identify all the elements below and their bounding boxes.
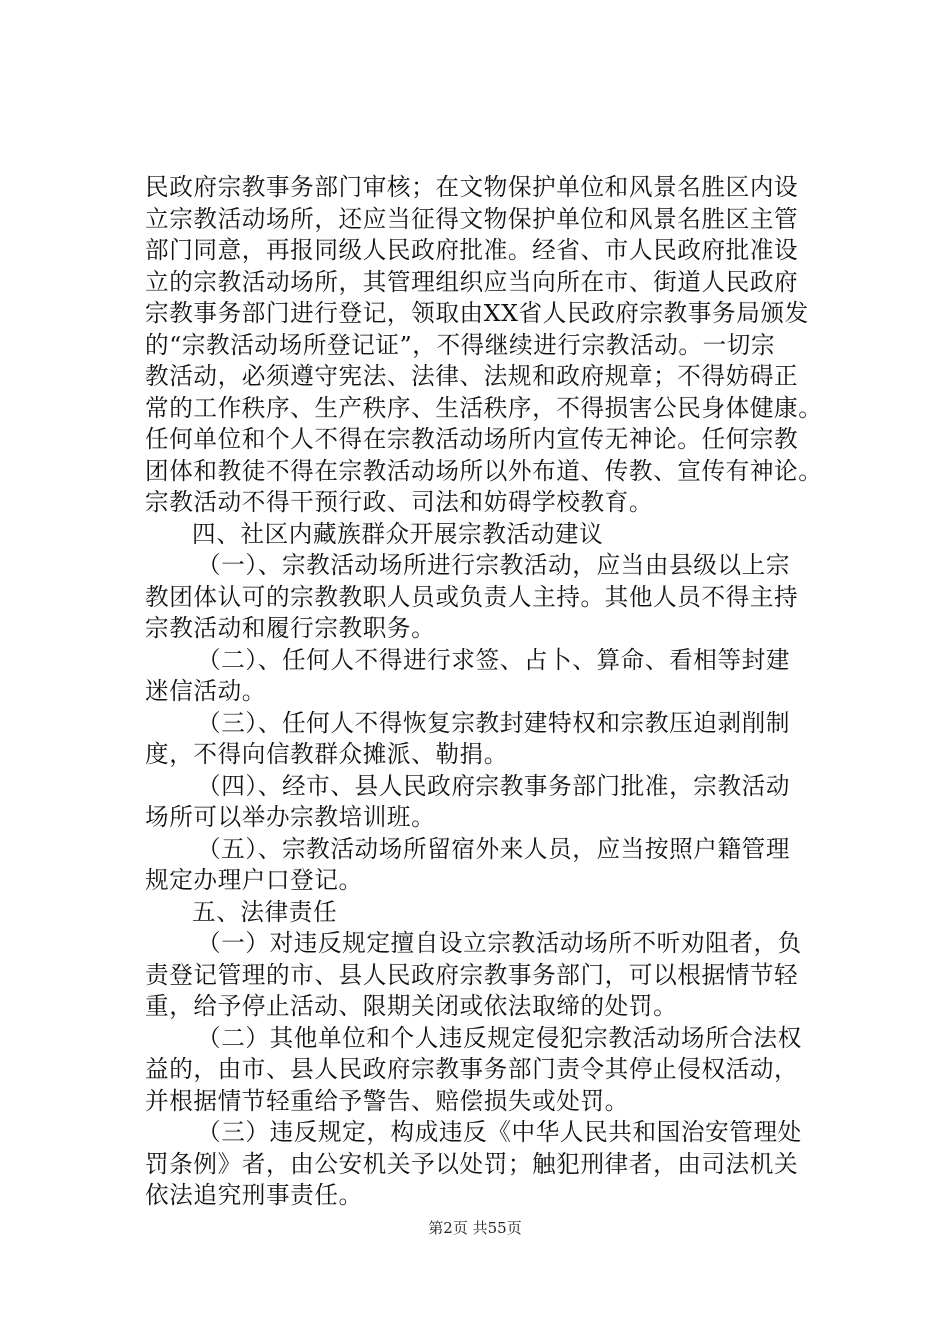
text-line: 团体和教徒不得在宗教活动场所以外布道、传教、宣传有神论。 bbox=[145, 456, 823, 485]
text-line: 的“宗教活动场所登记证”，不得继续进行宗教活动。一切宗 bbox=[145, 330, 776, 359]
text-line: 宗教活动和履行宗教职务。 bbox=[145, 614, 436, 642]
text-line: 重，给予停止活动、限期关闭或依法取缔的处罚。 bbox=[145, 992, 678, 1020]
text-line: 任何单位和个人不得在宗教活动场所内宣传无神论。任何宗教 bbox=[145, 425, 799, 453]
text-line: （二）、任何人不得进行求签、占卜、算命、看相等封建 bbox=[197, 645, 791, 674]
text-line: 规定办理户口登记。 bbox=[145, 866, 363, 894]
text-line: （一）对违反规定擅自设立宗教活动场所不听劝阻者，负 bbox=[197, 929, 802, 957]
text-line: 依法追究刑事责任。 bbox=[145, 1181, 363, 1209]
text-line: （一）、宗教活动场所进行宗教活动，应当由县级以上宗 bbox=[197, 551, 791, 579]
text-line: 教活动，必须遵守宪法、法律、法规和政府规章；不得妨碍正 bbox=[145, 362, 799, 390]
document-body bbox=[145, 172, 865, 1212]
text-line: （三）违反规定，构成违反《中华人民共和国治安管理处 bbox=[197, 1118, 802, 1146]
text-line: 罚条例》者，由公安机关予以处罚；触犯刑律者，由司法机关 bbox=[145, 1149, 799, 1178]
text-line: 民政府宗教事务部门审核；在文物保护单位和风景名胜区内设 bbox=[145, 173, 799, 201]
text-line: 责登记管理的市、县人民政府宗教事务部门，可以根据情节轻 bbox=[145, 960, 799, 989]
text-line: （四）、经市、县人民政府宗教事务部门批准，宗教活动 bbox=[197, 771, 791, 800]
page-footer: 第2页 共55页 bbox=[428, 1219, 522, 1237]
text-line: 益的，由市、县人民政府宗教事务部门责令其停止侵权活动， bbox=[145, 1055, 799, 1083]
text-line: 场所可以举办宗教培训班。 bbox=[145, 803, 436, 831]
text-line: 宗教事务部门进行登记，领取由XX省人民政府宗教事务局颁发 bbox=[145, 299, 809, 327]
text-line: 度，不得向信教群众摊派、勒捐。 bbox=[145, 740, 508, 768]
text-line: （二）其他单位和个人违反规定侵犯宗教活动场所合法权 bbox=[197, 1023, 802, 1052]
text-line: 宗教活动不得干预行政、司法和妨碍学校教育。 bbox=[145, 488, 654, 516]
text-line: 立的宗教活动场所，其管理组织应当向所在市、街道人民政府 bbox=[145, 267, 799, 296]
text-line: 常的工作秩序、生产秩序、生活秩序，不得损害公民身体健康。 bbox=[145, 393, 823, 422]
text-line: 部门同意，再报同级人民政府批准。经省、市人民政府批准设 bbox=[145, 236, 799, 264]
text-line: 并根据情节轻重给予警告、赔偿损失或处罚。 bbox=[145, 1086, 629, 1115]
text-line: （五）、宗教活动场所留宿外来人员，应当按照户籍管理 bbox=[197, 834, 791, 863]
text-line: 教团体认可的宗教教职人员或负责人主持。其他人员不得主持 bbox=[145, 582, 799, 611]
text-line: 迷信活动。 bbox=[145, 677, 266, 705]
text-line: 四、社区内藏族群众开展宗教活动建议 bbox=[192, 519, 604, 548]
text-line: （三）、任何人不得恢复宗教封建特权和宗教压迫剥削制 bbox=[197, 708, 791, 737]
text-line: 五、法律责任 bbox=[192, 897, 338, 926]
text-line: 立宗教活动场所，还应当征得文物保护单位和风景名胜区主管 bbox=[145, 204, 799, 233]
